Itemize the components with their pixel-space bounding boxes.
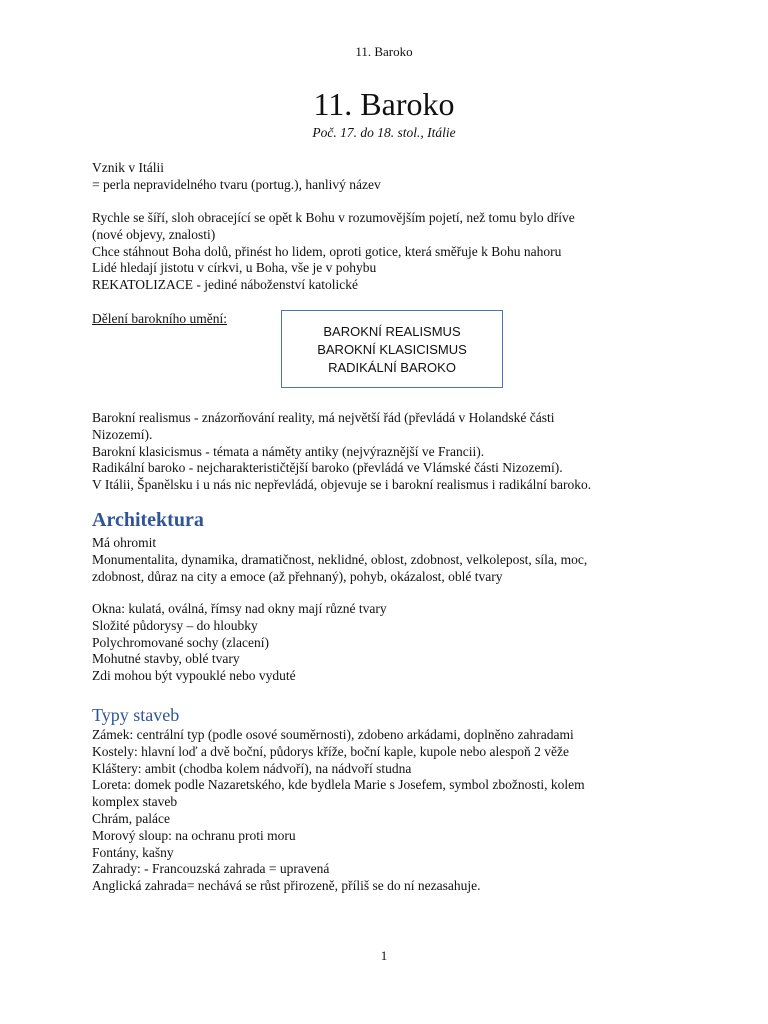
architecture-heading: Architektura: [92, 509, 204, 531]
division-box: [281, 310, 503, 388]
text-line: Radikální baroko - nejcharakterističtější baroko (převládá ve Vlámské části Nizozemí).: [92, 460, 563, 476]
text-line: Monumentalita, dynamika, dramatičnost, neklidné, oblost, zdobnost, velkolepost, síla, moc,: [92, 551, 588, 567]
text-line: Polychromované sochy (zlacení): [92, 634, 269, 650]
text-line: Anglická zahrada= nechává se růst přirozeně, příliš se do ní nezasahuje.: [92, 878, 481, 894]
text-line: Vznik v Itálii: [92, 160, 164, 175]
text-line: Zdi mohou být vypouklé nebo vyduté: [92, 668, 296, 684]
text-line: V Itálii, Španělsku i u nás nic nepřevládá, objevuje se i barokní realismus i radikální baroko.: [92, 477, 592, 493]
architecture-paragraph-2: [92, 601, 682, 685]
text-line: Rychle se šíří, sloh obracející se opět k Bohu v rozumovějším pojetí, než tomu bylo dříve: [92, 210, 575, 225]
text-line: Kostely: hlavní loď a dvě boční, půdorys kříže, boční kaple, kupole nebo alespoň 2 věže: [92, 743, 569, 759]
page-title: 11. Baroko: [313, 86, 455, 122]
text-line: Chrám, paláce: [92, 810, 170, 826]
text-line: REKATOLIZACE - jediné náboženství katolické: [92, 277, 358, 293]
text-line: Kláštery: ambit (chodba kolem nádvoří), na nádvoří studna: [92, 760, 412, 776]
page-subtitle: Poč. 17. do 18. stol., Itálie: [312, 125, 456, 140]
division-paragraph: [92, 410, 682, 494]
text-line: zdobnost, důraz na city a emoce (až přehnaný), pohyb, okázalost, oblé tvary: [92, 568, 503, 584]
text-line: Složité půdorysy – do hloubky: [92, 617, 258, 633]
text-line: Okna: kulatá, oválná, římsy nad okny mají různé tvary: [92, 601, 387, 616]
building-types-heading: Typy staveb: [92, 705, 180, 725]
text-line: Fontány, kašny: [92, 844, 174, 860]
division-item: RADIKÁLNÍ BAROKO: [328, 360, 456, 375]
page-number: 1: [380, 948, 388, 963]
architecture-paragraph-1: [92, 535, 682, 585]
text-line: Chce stáhnout Boha dolů, přinést ho lidem, oproti gotice, která směřuje k Bohu nahoru: [92, 243, 562, 259]
text-line: Zahrady: - Francouzská zahrada = upravená: [92, 861, 330, 877]
spread-paragraph: [92, 210, 682, 294]
running-header: 11. Baroko: [355, 44, 413, 59]
text-line: (nové objevy, znalosti): [92, 226, 216, 242]
text-line: Má ohromit: [92, 535, 157, 550]
text-line: Barokní klasicismus - témata a náměty antiky (nejvýraznější ve Francii).: [92, 443, 485, 459]
text-line: Nizozemí).: [92, 426, 153, 442]
division-label: Dělení barokního umění:: [92, 311, 227, 326]
text-line: Loreta: domek podle Nazaretského, kde bydlela Marie s Josefem, symbol zbožnosti, kolem: [92, 777, 585, 793]
text-line: Zámek: centrální typ (podle osové souměrnosti), zdobeno arkádami, doplněno zahradami: [92, 727, 574, 742]
text-line: Morový sloup: na ochranu proti moru: [92, 827, 296, 843]
division-item: BAROKNÍ REALISMUS: [323, 324, 461, 339]
text-line: Lidé hledají jistotu v církvi, u Boha, vše je v pohybu: [92, 260, 377, 276]
text-line: komplex staveb: [92, 794, 178, 810]
intro-paragraph: [92, 160, 682, 194]
division-item: BAROKNÍ KLASICISMUS: [317, 342, 467, 357]
text-line: = perla nepravidelného tvaru (portug.), hanlivý název: [92, 176, 381, 192]
text-line: Mohutné stavby, oblé tvary: [92, 651, 240, 667]
text-line: Barokní realismus - znázorňování reality, má největší řád (převládá v Holandské části: [92, 410, 555, 425]
building-types-paragraph: [92, 727, 682, 895]
